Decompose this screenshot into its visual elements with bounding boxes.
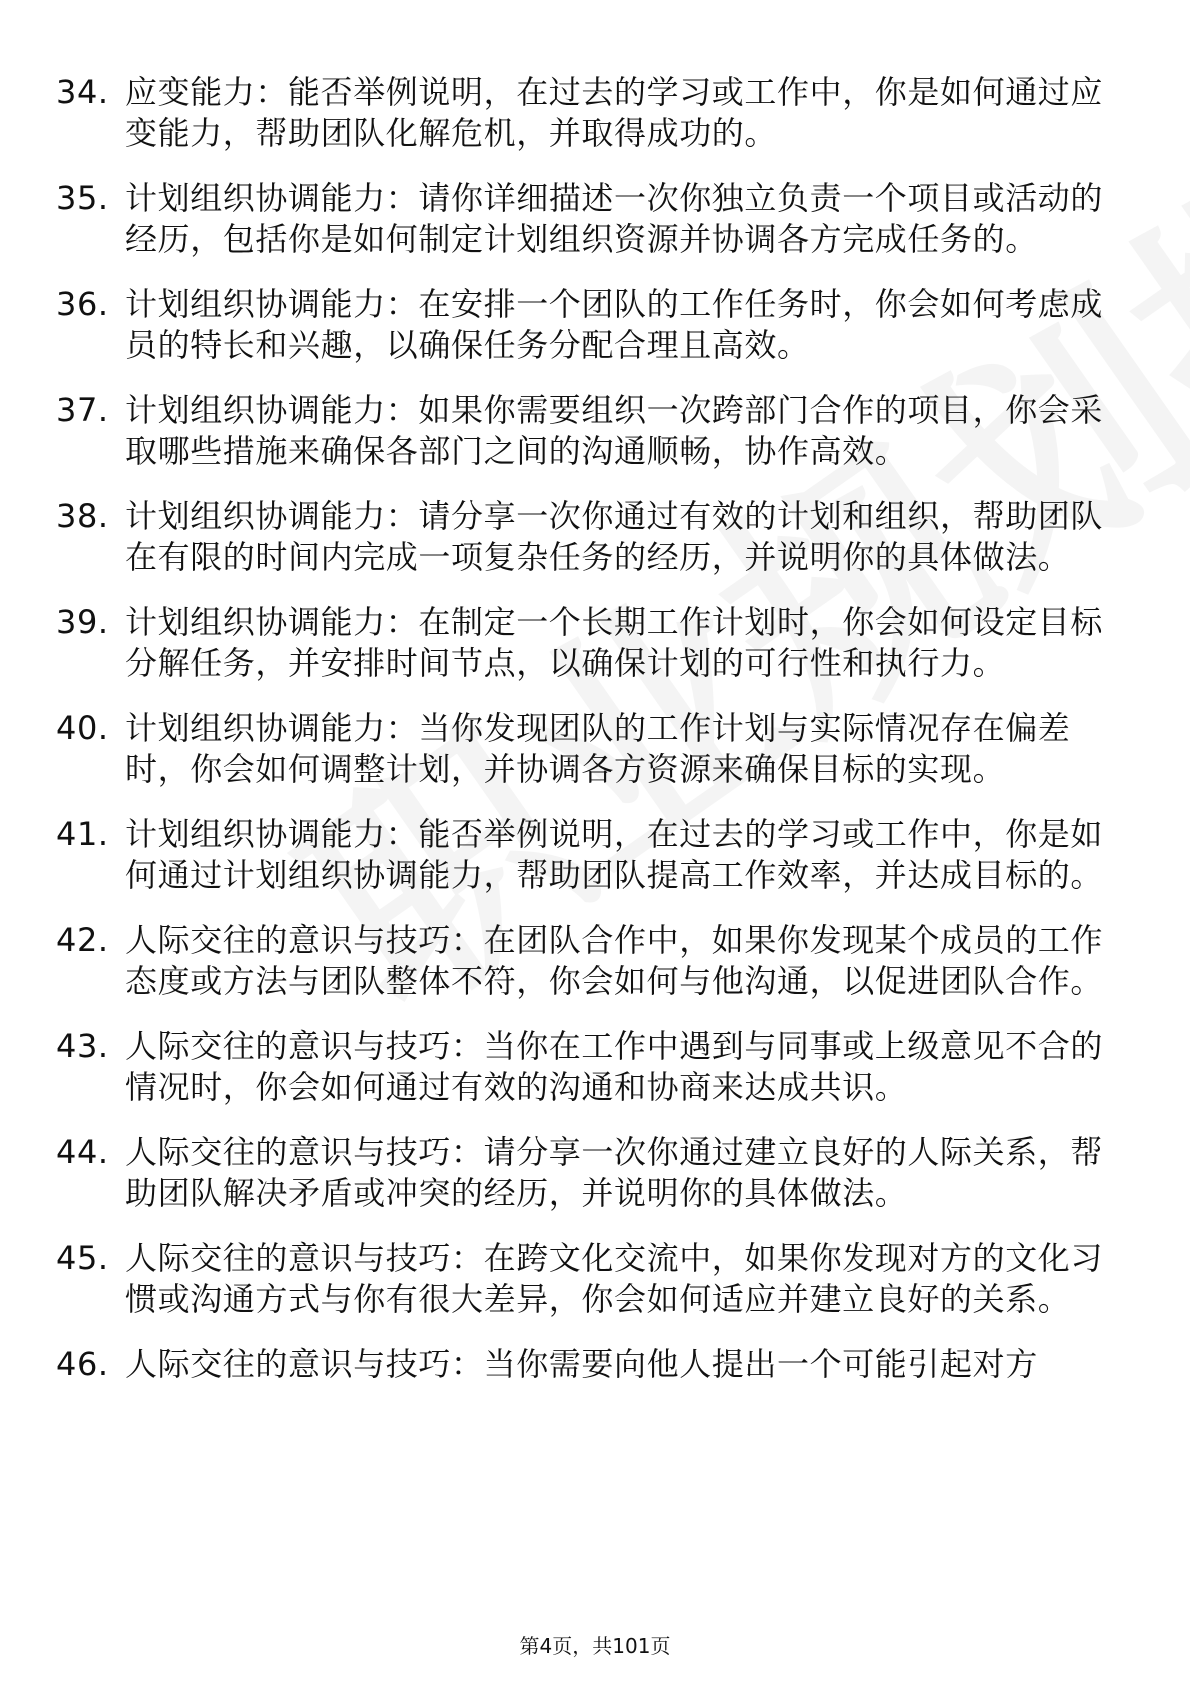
question-item (56, 284, 1116, 366)
question-item (56, 178, 1116, 260)
question-number: 45. (56, 1239, 109, 1277)
question-text: 人际交往的意识与技巧：在跨文化交流中，如果你发现对方的文化习惯或沟通方式与你有很大差异，你会如何适应并建立良好的关系。 (125, 1239, 1104, 1318)
question-item (56, 496, 1116, 578)
question-number: 46. (56, 1345, 109, 1383)
question-number: 41. (56, 815, 109, 853)
question-number: 44. (56, 1133, 109, 1171)
question-item (56, 602, 1116, 684)
question-item (56, 1344, 1116, 1385)
question-number: 36. (56, 285, 109, 323)
question-item (56, 72, 1116, 154)
question-number: 37. (56, 391, 109, 429)
question-item (56, 1026, 1116, 1108)
question-item (56, 1132, 1116, 1214)
question-text: 计划组织协调能力：能否举例说明，在过去的学习或工作中，你是如何通过计划组织协调能力，帮助团队提高工作效率，并达成目标的。 (125, 815, 1104, 894)
question-text: 人际交往的意识与技巧：请分享一次你通过建立良好的人际关系，帮助团队解决矛盾或冲突的经历，并说明你的具体做法。 (125, 1133, 1104, 1212)
question-number: 42. (56, 921, 109, 959)
question-text: 应变能力：能否举例说明，在过去的学习或工作中，你是如何通过应变能力，帮助团队化解危机，并取得成功的。 (125, 73, 1104, 152)
question-text: 计划组织协调能力：在制定一个长期工作计划时，你会如何设定目标分解任务，并安排时间节点，以确保计划的可行性和执行力。 (125, 603, 1104, 682)
question-text: 计划组织协调能力：请分享一次你通过有效的计划和组织，帮助团队在有限的时间内完成一项复杂任务的经历，并说明你的具体做法。 (125, 497, 1104, 576)
question-text: 人际交往的意识与技巧：在团队合作中，如果你发现某个成员的工作态度或方法与团队整体不符，你会如何与他沟通，以促进团队合作。 (125, 921, 1104, 1000)
question-item (56, 920, 1116, 1002)
question-item (56, 814, 1116, 896)
question-item (56, 1238, 1116, 1320)
question-list (56, 72, 1116, 1409)
question-text: 人际交往的意识与技巧：当你需要向他人提出一个可能引起对方 (125, 1345, 1038, 1383)
question-text: 计划组织协调能力：当你发现团队的工作计划与实际情况存在偏差时，你会如何调整计划，并协调各方资源来确保目标的实现。 (125, 709, 1071, 788)
question-text: 计划组织协调能力：请你详细描述一次你独立负责一个项目或活动的经历，包括你是如何制定计划组织资源并协调各方完成任务的。 (125, 179, 1104, 258)
question-number: 40. (56, 709, 109, 747)
question-number: 38. (56, 497, 109, 535)
question-number: 39. (56, 603, 109, 641)
page-number-footer: 第4页，共101页 (519, 1634, 671, 1658)
question-text: 计划组织协调能力：在安排一个团队的工作任务时，你会如何考虑成员的特长和兴趣，以确保任务分配合理且高效。 (125, 285, 1104, 364)
question-number: 43. (56, 1027, 109, 1065)
question-item (56, 390, 1116, 472)
question-number: 35. (56, 179, 109, 217)
question-text: 人际交往的意识与技巧：当你在工作中遇到与同事或上级意见不合的情况时，你会如何通过有效的沟通和协商来达成共识。 (125, 1027, 1104, 1106)
question-item (56, 708, 1116, 790)
question-text: 计划组织协调能力：如果你需要组织一次跨部门合作的项目，你会采取哪些措施来确保各部门之间的沟通顺畅，协作高效。 (125, 391, 1104, 470)
question-number: 34. (56, 73, 109, 111)
